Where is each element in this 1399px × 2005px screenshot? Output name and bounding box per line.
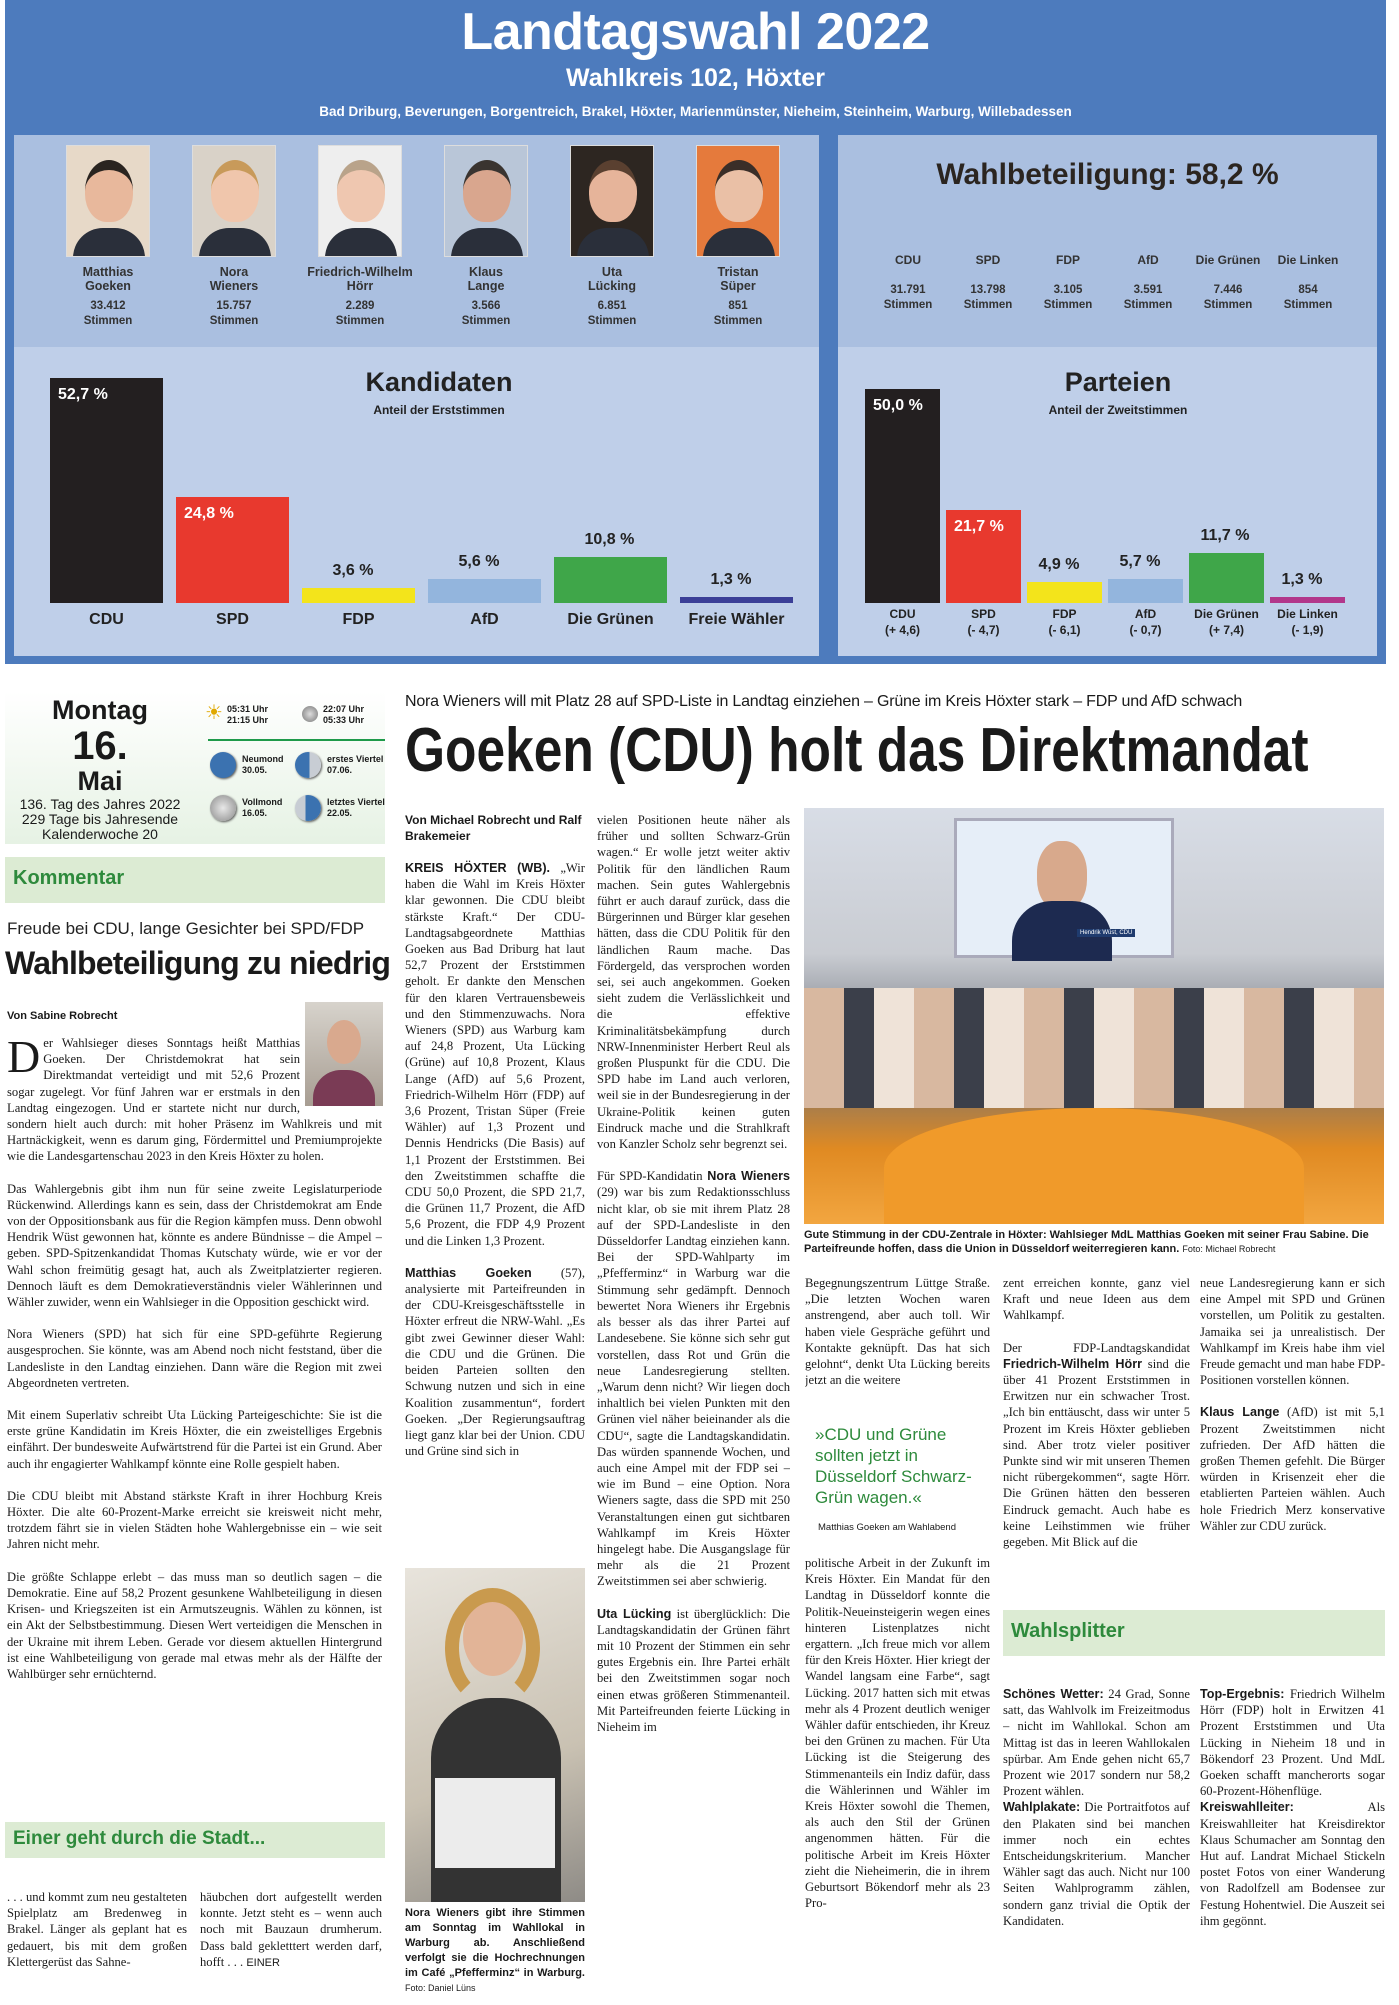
day-of-year: 136. Tag des Jahres 2022 [19,796,181,812]
party-change: (- 4,7) [967,623,1000,637]
paragraph [1003,1686,1190,1799]
candidate-votes [48,299,168,329]
party-name: Die Grünen [1194,607,1259,621]
chart-subtitle: Anteil der Erststimmen [373,403,505,417]
paragraph-lead: Wahlplakate: [1003,1800,1081,1815]
paragraph-text: vielen Positionen heute näher als früher und sollten Schwarz-Grün wagen.“ Er wolle jetzt weiter aktiv Politik für den ländlichen Raum machen. Sein gutes Wahlergebnis führt er auch darauf zurück, dass die Bürgerinnen und Bürger klar gesehen hätten, dass die CDU Politik für den ländlichen Raum mache. Das Fördergeld, das versprochen worden sei, sei auch angekommen. Goeken sieht zudem die Verlässlichkeit und die effektive Kriminalitätsbekämpfung durch NRW-Innenminister Herbert Reul als großen Pluspunkt für die CDU. Die SPD habe im Land auch verloren, weil sie in der Bundesregierung in der Ukraine-Politik keinen guten Eindruck mache und die Strahlkraft von Kanzler Scholz sehr begrenzt sei. [597,813,790,1152]
graphic-subtitle: Wahlkreis 102, Höxter [566,64,825,92]
kommentar-label: Kommentar [5,857,385,903]
candidate-last-name: Wieners [209,279,259,293]
paragraph: häubchen dort aufgestellt werden konnte. Jetzt steht es – wenn auch noch mit Bauzaun drumherum. Dass bald gekletttert werden darf, hofft . . . [200,1890,382,1969]
candidate-first-name: Friedrich-Wilhelm [307,265,413,279]
phase-date: 07.06. [327,765,353,775]
paragraph-lead: Kreiswahlleiter: [1200,1800,1294,1815]
paragraph-lead: Friedrich-Wilhelm Hörr [1003,1356,1142,1371]
bar-cdu [50,378,163,603]
party-votes [1268,283,1348,313]
paragraph-text: Nora Wieners (SPD) hat sich für eine SPD-geführte Regierung ausgesprochen. Sie könnte, was am Abend noch nicht feststand, über die Landesliste in den Landtag einziehen. Dann wäre die Region mit zwei Abgeordneten vertreten. [7,1327,382,1390]
vote-count: 13.798 [970,284,1006,296]
vote-count: 2.289 [345,300,375,312]
moonrise: 22:07 Uhr [323,704,365,714]
paragraph [1003,1275,1190,1324]
comment-kicker: Freude bei CDU, lange Gesichter bei SPD/FDP [7,919,365,938]
vote-unit: Stimmen [461,315,511,327]
chart-subtitle: Anteil der Zweitstimmen [1048,403,1188,417]
quote-source: Matthias Goeken am Wahlabend [818,1522,957,1533]
candidate-first-name: Nora [219,265,249,279]
paragraph [1200,1686,1385,1799]
vote-unit: Stimmen [335,315,385,327]
paragraph-lead: KREIS HÖXTER (WB). [405,861,551,875]
vote-unit: Stimmen [1283,299,1333,311]
month: Mai [77,766,123,796]
date-box [5,692,385,844]
party-change: (- 0,7) [1129,623,1162,637]
moon-phase-icon [295,752,321,778]
candidate [174,145,294,329]
candidate [678,145,798,329]
category-label: FDP [342,611,375,628]
party-name: CDU [889,607,916,621]
phase-name: letztes Viertel [327,797,385,807]
bar-value-label: 3,6 % [332,561,374,579]
einer-text-col2 [200,1889,382,1999]
paragraph-text: Die größte Schlappe erlebt – das muss man so deutlich sagen – die Demokratie. Eine auf 58,2 Prozent gesunkene Wahlbeteiligung in diesen Krisen- und Kriegszeiten ist ein Armutszeugnis. Wählen zu können, ist ein Akt der Selbstbestimmung. Diesen Wert verteidigen die Menschen in der Ukraine mit ihrem Leben. Gerade vor diesem aktuellen Hintergrund ist eine Wahlbeteiligung von gerade mal etwas mehr als der Hälfte der Wahlbürger sehr ernüchternd. [7,1569,382,1681]
bar-die-grünen [554,557,667,603]
party-change: (+ 7,4) [1208,623,1244,637]
category-label: CDU [89,611,124,628]
paragraph [7,1181,382,1311]
vote-count: 6.851 [597,300,627,312]
party-change: (- 6,1) [1048,623,1081,637]
paragraph [7,1569,382,1682]
paragraph-lead: Klaus Lange [1200,1405,1280,1420]
moon-icon [302,706,318,722]
candidate-last-name: Lange [467,279,505,293]
parties-panel [838,135,1377,656]
caption-text: Gute Stimmung in der CDU-Zentrale in Höxter: Wahlsieger MdL Matthias Goeken mit seiner Frau Sabine. Die Parteifreunde hoffen, dass die Union in Düsseldorf weiterregieren kann. [804,1229,1369,1255]
party-name: Die Grünen [1195,253,1261,267]
phase-name: Vollmond [242,797,283,807]
category-label: AfD [470,611,499,628]
paragraph-lead: Nora Wieners [707,1169,790,1184]
article-byline: Von Michael Robrecht und Ralf Brakemeier [405,813,582,843]
paragraph-text: Mit einem Superlativ schreibt Uta Lücking Parteigeschichte: Sie ist die erste grüne Kandidatin im Kreis Höxter, die ein zweistelliges Ergebnis einfährt. Der bundesweite Aufwärtstrend für die Partei ist ein Grund. Aber auch ihr engagierter Wahlkampf könnte eine Rolle gespielt haben. [7,1408,382,1471]
candidate-first-name: Tristan [717,265,759,279]
article-col3-bottom [805,1555,990,2002]
bar-value-label: 11,7 % [1200,526,1250,544]
moon-phase [327,797,385,819]
candidate [552,145,672,329]
moon-phase-icon [210,752,236,778]
candidate-last-name: Lücking [588,279,636,293]
paragraph [805,1555,990,1911]
vote-unit: Stimmen [1123,299,1173,311]
graphic-title: Landtagswahl 2022 [461,3,930,61]
bar-value-label: 21,7 % [954,518,1004,536]
candidate-last-name: Goeken [85,279,131,293]
candidate-first-name: Matthias [82,265,134,279]
parties-chart [838,347,1377,656]
party-name: FDP [1056,253,1080,267]
election-results-graphic [5,0,1386,664]
phase-name: Neumond [242,754,284,764]
comment-headline: Wahlbeteiligung zu niedrig [5,945,391,981]
weekday: Montag [52,695,148,725]
party-change: (- 1,9) [1291,623,1324,637]
comment-byline: Von Sabine Robrecht [7,1010,118,1022]
paragraph-text: politische Arbeit in der Zukunft im Kreis Höxter. Ein Mandat für den Landtag in Düsseldorf konnte die Politik-Neueinsteigerin wegen eines hinteren Listenplatzes nicht ergattern. „Ich freue mich vor allem für den Kreis Höxter. Hier kriegt der Wandel langsam eine Farbe“, sagt Lücking. 2017 hatten sich mit etwas mehr als 4 Prozent deutlich weniger Wähler dafür entschieden, ihr Kreuz bei den Grünen zu machen. Für Uta Lücking ist die Steigerung des Stimmenanteils ein Indiz dafür, dass die Wählerinnen und Wähler im Kreis Höxter sowohl die Themen, als auch den Stil der Grünen angenommen hätten. Für die politische Arbeit im Kreis Höxter zieht die Nieheimerin, die in ihrem Geburtsort Bökendorf mehr als 23 Pro- [805,1556,990,1911]
bar-afd [1108,579,1183,603]
article-col1 [405,860,585,1560]
bar-value-label: 1,3 % [710,571,752,589]
calendar-week: Kalenderwoche 20 [42,826,158,842]
paragraph-text: Als Kreiswahlleiter hat Kreisdirektor Klaus Schumacher am Sonntag den Hut auf. Landrat Michael Stickeln postet Fotos von einer Wanderung von Radolfzell am Bodensee zur Festung Hohentwiel. Die Auszeit sei ihm gegönnt. [1200,1800,1385,1928]
einer-text-col1 [7,1889,187,1999]
chart-title: Parteien [1064,367,1172,397]
paragraph [597,1168,790,1589]
paragraph-lead: Matthias Goeken [405,1265,532,1280]
vote-count: 851 [728,300,748,312]
photo-credit: Foto: Michael Robrecht [1182,1244,1276,1254]
bar-value-label: 50,0 % [873,397,923,414]
paragraph [1200,1275,1385,1388]
paragraph-text: 24 Grad, Sonne satt, das Wahlvolk im Freizeitmodus – nicht im Wahllokal. Schon am Mittag ist das in leeren Wahllokalen spürbar. Am Ende gehen nicht 65,7 Prozent wie 2017 sondern nur 58,2 Prozent wählen. [1003,1687,1190,1799]
paragraph-text: ist überglücklich: Die Landtagskandidatin der Grünen fährt mit 10 Prozent der Stimmen ein sehr gutes Ergebnis ein. Ihre Partei erhält bei den Zweitstimmen sogar noch einen etwas größeren Stimmenanteil. Mit Parteifreunden feierte Lücking in Nieheim im [597,1606,790,1734]
moon-phase [242,754,284,776]
vote-count: 7.446 [1213,284,1243,296]
paragraph [597,812,790,1152]
moon-phase-icon [295,795,321,821]
wahlsplitter-col2 [1200,1686,1385,2002]
bar-value-label: 5,7 % [1119,552,1161,570]
party-votes [1108,283,1188,313]
candidate-votes [300,299,420,329]
article-col2 [597,812,790,2002]
paragraph-text: sind die über 41 Prozent Erststimmen in Erwitzen nur ein schwacher Trost. „Ich bin enttäuscht, dass wir unter 5 Prozent im Kreis Höxter geblieben sind. Aber trotz vieler positiver Punkte sind wir mit unseren Themen nicht rübergekommen“, sagte Hörr. Die Grünen hätten den besseren Eindruck gemacht. Auch habe es keine Leihstimmen wie früher gegeben. Mit Blick auf die [1003,1356,1190,1550]
divider [208,739,385,741]
tv-screen [954,818,1174,958]
bar-die-grünen [1189,553,1264,603]
sunrise: 05:31 Uhr [227,704,269,714]
article-headline: Goeken (CDU) holt das Direktmandat [405,716,1309,785]
vote-unit: Stimmen [587,315,637,327]
vote-count: 3.566 [471,300,501,312]
photo-spacer [300,1035,382,1107]
category-label: Die Grünen [567,611,654,628]
article-col4 [1003,1275,1190,1607]
photo-caption [804,1228,1384,1256]
candidate-first-name: Klaus [468,265,504,279]
category-label [1187,606,1267,638]
paragraph-text: Begegnungszentrum Lüttge Straße. „Die letzten Wochen waren anstrengend, aber auch toll. Wir haben viele Gespräche geführt und Kontakte geknüpft. Das hat sich gelohnt“, denkt Uta Lücking bereits jetzt an die weitere [805,1276,990,1388]
turnout: Wahlbeteiligung: 58,2 % [936,158,1279,191]
paragraph [1003,1799,1190,1929]
paragraph [7,1488,382,1553]
party-votes [1188,283,1268,313]
category-label [1268,606,1348,638]
party-name: AfD [1137,253,1159,267]
bar-value-label: 5,6 % [458,553,500,571]
party-name: FDP [1052,607,1077,621]
paragraph-text: „Wir haben die Wahl im Kreis Höxter klar gewonnen. Die CDU bleibt stärkste Kraft.“ Der CDU-Landtagsabgeordnete Matthias Goeken aus Bad Driburg hat laut 52,7 Prozent der Erststimmen geholt. Er dankte den Menschen für den klaren Vertrauensbeweis und den Stimmenzuwachs. Nora Wieners (SPD) aus Warburg kam auf 24,8 Prozent, Uta Lücking (Grüne) auf 10,8 Prozent, Klaus Lange (AfD) auf 5,6 Prozent, Friedrich-Wilhelm Hörr (FDP) auf 3,6 Prozent, Tristan Süper (Freie Wähler) auf 1,3 Prozent und Dennis Hendricks (Die Basis) auf 1,1 Prozent der Erststimmen. Bei den Zweitstimmen schaffte die CDU 50,0 Prozent, die SPD 21,7, die Grünen 11,7 Prozent, die AfD 5,6 Prozent, die FDP 4,9 Prozent und die Linken 1,3 Prozent. [405,861,585,1248]
bar-value-label: 1,3 % [1281,571,1323,589]
vote-unit: Stimmen [1043,299,1093,311]
party-name: AfD [1134,607,1157,621]
phase-date: 16.05. [242,808,268,818]
bar-die-linken [1270,597,1345,603]
candidate-last-name: Hörr [346,279,374,293]
paragraph-text: (29) war bis zum Redaktionsschluss nicht klar, ob sie mit ihrem Platz 28 auf der SPD-Landesliste in den Düsseldorfer Landtag einziehen kann. Bei der SPD-Wahlparty im „Pfefferminz“ in Warburg war die Stimmung sehr gedämpft. Dennoch bewertet Nora Wieners ihr Ergebnis als besser als das ihrer Partei auf Landesebene. Sie könne sich sehr gut vorstellen, dass Rot und Grün die neue Landesregierung stellten. „Warum denn nicht? Wir liegen doch inhaltlich bei vielen Punkten mit den Grünen viel näher beieinander als die CDU“, sagte die Landtagskandidatin. Das würden spannende Wochen, und auch eine Ampel mit der FDP sei – wie im Bund – eine Option. Nora Wieners sagte, dass die SPD mit 250 Veranstaltungen einen gut sichtbaren Wahlkampf im Kreis Höxter hingelegt habe. Die Ausgangslage für mehr als die 21 Prozent Zweitstimmen sei aber schwierig. [597,1185,790,1589]
candidate-votes [174,299,294,329]
paragraph-intro: Für SPD-Kandidatin [597,1169,708,1184]
candidate-last-name: Süper [720,279,756,293]
bar-value-label: 10,8 % [584,530,635,548]
paragraph-text: zent erreichen konnte, ganz viel Kraft und neue Ideen aus dem Wahlkampf. [1003,1276,1190,1323]
category-label [944,606,1024,638]
paragraph-lead: Top-Ergebnis: [1200,1687,1285,1701]
vote-unit: Stimmen [963,299,1013,311]
candidate [300,145,420,329]
paragraph [405,1265,585,1459]
comment-body [7,1035,382,1805]
bar-cdu [865,389,940,603]
phase-name: erstes Viertel [327,754,384,764]
paragraph [1003,1340,1190,1551]
wahlsplitter-label: Wahlsplitter [1003,1610,1385,1656]
paragraph-text: Die Portraitfotos auf den Plakaten sind bei manchen immer noch ein echtes Entscheidungskriterium. Mancher Wähler sagt das auch. Nicht nur 100 Seiten Wahlprogramm zählen, sondern ganz trivial die Optik der Kandidaten. [1003,1800,1190,1928]
photo-credit: Foto: Daniel Lüns [405,1983,476,1993]
category-label: SPD [216,611,249,628]
vote-count: 33.412 [90,300,126,312]
screen-caption: Hendrik Wüst, CDU [1077,929,1135,937]
category-label: Freie Wähler [688,611,785,628]
vote-count: 854 [1298,284,1318,296]
category-label [863,606,943,638]
candidate-photo [318,145,402,257]
party-votes [868,283,948,313]
sunset: 21:15 Uhr [227,715,269,725]
paragraph [7,1326,382,1391]
day: 16. [72,724,128,768]
article-col5 [1200,1275,1385,1607]
day-info [5,797,195,842]
vote-unit: Stimmen [713,315,763,327]
bar-value-label: 24,8 % [184,505,234,523]
paragraph-text: (AfD) ist mit 5,1 Prozent Zweitstimmen nicht zufrieden. Der AfD hätten die großen Themen gefehlt. Die Bürger würden in Krisenzeit eher die etablierten Parteien wählen. Auch hole Friedrich Merz konservative Wähler zur CDU zurück. [1200,1405,1385,1533]
moon-phase [327,754,383,776]
candidate-votes [552,299,672,329]
paragraph [597,1606,790,1736]
candidate-photo [570,145,654,257]
vote-unit: Stimmen [209,315,259,327]
paragraph-text: Friedrich Wilhelm Hörr (FDP) holt in Erwitzen 41 Prozent Erststimmen und Uta Lücking in Nieheim 18 und in Bökendorf 23 Prozent. Und MdL Goeken schafft mancherorts sogar 60-Prozent-Höhenflüge. [1200,1687,1385,1799]
cdu-party-photo [804,808,1384,1224]
party-change: (+ 4,6) [884,623,920,637]
party-votes [948,283,1028,313]
paragraph: . . . und kommt zum neu gestalteten Spielplatz am Bredenweg in Brakel. Länger als geplant hat es gedauert, bis mit dem großen Klettergerüst das Sahne- [7,1890,187,1969]
bar-fdp [1027,582,1102,603]
bar-value-label: 52,7 % [58,385,108,403]
candidate-first-name: Uta [601,265,623,279]
signature: EINER [246,1956,280,1969]
vote-count: 31.791 [890,284,926,296]
wahlsplitter-col1 [1003,1686,1190,2002]
candidates-panel [14,135,819,656]
caption-text: Nora Wieners gibt ihre Stimmen am Sonntag im Wahllokal in Warburg ab. Anschließend verfolgt sie die Hochrechnungen im Café „Pfefferminz“ in Warburg. [405,1907,585,1979]
candidate-photo [192,145,276,257]
bar-fdp [302,588,415,603]
pull-quote: »CDU und Grüne sollten jetzt in Düsseldorf Schwarz-Grün wagen.« [815,1425,972,1507]
moon-phase-icon [210,795,236,821]
paragraph-text: (57), analysierte mit Parteifreunden in der CDU-Kreisgeschäftsstelle in Höxter erfreut die NRW-Wahl. „Es gibt zwei Gewinner dieser Wahl: die CDU und die Grünen. Die beiden Parteien sollten den Schwung nutzen und sich in eine Koalition zusammentun“, fordert Goeken. „Der Regierungsauftrag liegt ganz klar bei der Union. CDU und Grüne sind sich in [405,1265,585,1459]
paragraph [1200,1404,1385,1534]
bar-value-label: 4,9 % [1038,556,1080,574]
paragraph-text: Die CDU bleibt mit Abstand stärkste Kraft in ihrer Hochburg Kreis Höxter. Die alte 60-Prozent-Marke erreicht sie kreisweit nicht mehr, trotzdem fährt sie in vielen Städten hohe Wahlergebnisse ein – wie seit Jahren nicht mehr. [7,1488,382,1552]
vote-unit: Stimmen [883,299,933,311]
party-name: Die Linken [1277,607,1338,621]
drop-cap: D [7,1035,41,1082]
moonset: 05:33 Uhr [323,715,365,725]
party-name: SPD [971,607,996,621]
party-name: Die Linken [1277,253,1339,267]
moon-phase [242,797,282,819]
vote-count: 3.591 [1133,284,1163,296]
bar-afd [428,579,541,603]
candidates-chart [14,347,819,656]
bar-freie-wähler [680,597,793,603]
party-votes [1028,283,1108,313]
paragraph-lead: Uta Lücking [597,1606,672,1621]
small-photo-caption [405,1906,585,1996]
candidate [426,145,546,329]
article-col3-top [805,1275,990,1415]
einer-label: Einer geht durch die Stadt... [5,1822,385,1858]
candidate-photo [696,145,780,257]
candidate-voting-photo [405,1568,585,1902]
paragraph [7,1407,382,1472]
vote-unit: Stimmen [1203,299,1253,311]
sun-icon: ☀ [205,702,223,724]
vote-unit: Stimmen [83,315,133,327]
paragraph-lead: Schönes Wetter: [1003,1687,1104,1701]
days-remaining: 229 Tage bis Jahresende [21,811,179,827]
article-kicker: Nora Wieners will mit Platz 28 auf SPD-Liste in Landtag einziehen – Grüne im Kreis Höxter stark – FDP und AfD schwach [405,693,1243,710]
party-name: SPD [975,253,1001,267]
paragraph [1200,1799,1385,1929]
party-name: CDU [895,253,921,267]
paragraph-text: neue Landesregierung kann er sich eine Ampel mit SPD und Grünen vorstellen, um Politik zu gestalten. Jamaika sei ja unrealistisch. Der Wahlkampf im Kreis habe ihm viel Freude gemacht und man habe FDP-Positionen vorstellen können. [1200,1276,1385,1388]
paragraph-text: Das Wahlergebnis gibt ihm nun für seine zweite Legislaturperiode Rückenwind. Allerdings kann es sein, dass der Christdemokrat am Ende von der Oppositionsbank aus für die Region kämpfen muss. Denn obwohl Hendrik Wüst gewonnen hat, könnte es andere Bündnisse – die Ampel – geben. SPD-Spitzenkandidat Thomas Kutschaty würde, wie er vor der Wahl schon freimütig gesagt hat, auch als Zweitplatzierter regieren. Dennoch läuft es dem Demokratieverständnis vieler Wählerinnen und Wähler zuwider, wenn ein Wahlsieger in die Opposition geschickt wird. [7,1181,382,1310]
paragraph [805,1275,990,1388]
category-label [1106,606,1186,638]
constituency-towns: Bad Driburg, Beverungen, Borgentreich, Brakel, Höxter, Marienmünster, Nieheim, Steinheim, Warburg, Willebadessen [319,104,1072,119]
paragraph-intro: Der FDP-Landtagskandidat [1003,1340,1190,1355]
vote-count: 3.105 [1053,284,1083,296]
vote-count: 15.757 [216,300,252,312]
candidate-photo [66,145,150,257]
chart-title: Kandidaten [365,367,513,397]
candidate [48,145,168,329]
phase-date: 30.05. [242,765,268,775]
candidate-votes [426,299,546,329]
category-label [1025,606,1105,638]
candidate-votes [678,299,798,329]
paragraph-text: er Wahlsieger dieses Sonntags heißt Matthias Goeken. Der Christdemokrat hat sein Direktmandat verteidigt und mit 52,6 Prozent sogar zugelegt. Vor fünf Jahren war er erstmals in den Landtag eingezogen. Und er startete nicht nur durch, sondern hielt auch durch: mit hoher Präsenz im Wahlkreis und mit Hartnäckigkeit, wenn es darum ging, Fördermittel und Premiumprojekte wie die Landesgartenschau 2023 in den Kreis Höxter zu holen. [7,1036,382,1164]
paragraph [405,860,585,1249]
phase-date: 22.05. [327,808,353,818]
candidate-photo [444,145,528,257]
